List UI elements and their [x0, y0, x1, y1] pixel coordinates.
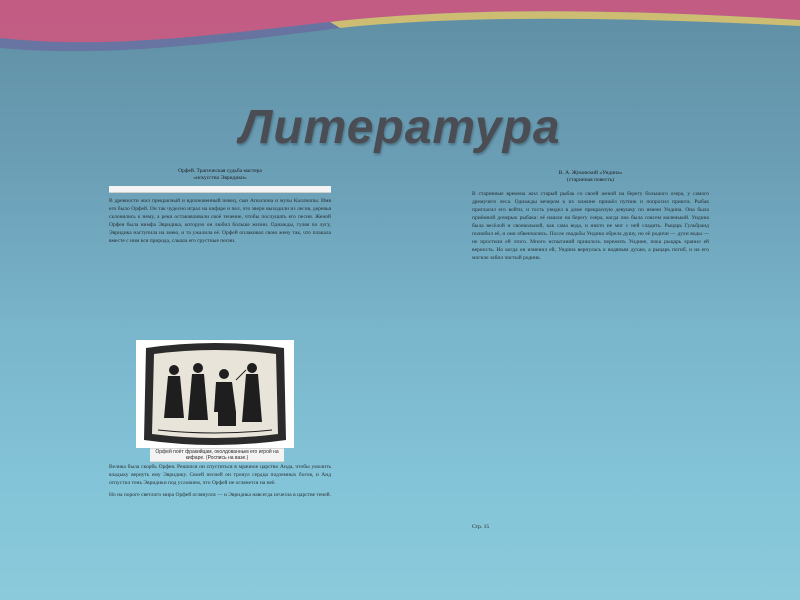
vase-painting-image: [136, 340, 294, 448]
left-heading-line1: Орфей. Трагическая судьба мастера: [178, 168, 262, 174]
left-paragraph-1: В древности жил прекрасный и вдохновенный певец, сын Аполлона и музы Каллиопы. Имя его было Орфей. Он так чудесно играл на кифаре и пел, что звери выходили из лесов, деревья склонялись к нему, а реки останавливали своё течение, чтобы послушать его песни. Женой Орфея была нимфа Эвридика, которую он любил больше жизни. Однажды, гуляя по лугу, Эвридика наступила на змею, и та ужалила её. Орфей оплакивал свою жену так, что плакала вместе с ним вся природа, слыша его грустные песни.: [109, 198, 331, 244]
left-page: [109, 168, 331, 245]
page-number: Стр. 15: [472, 524, 490, 530]
right-paragraph-1: В старинные времена жил старый рыбак со своей женой на берегу большого озера, у самого дремучего леса. Однажды вечером к их хижине пришёл путник и попросил приюта. Рыбак пригласил его войти, и гость увидел в доме прекрасную девушку по имени Ундина. Она была приёмной дочерью рыбака: её нашли на берегу озера, когда она была совсем маленькой. Ундина была весёлой и своевольной, как сама вода, и никто не мог с ней сладить. Рыцарь Гульбранд полюбил её, и они обвенчались. После свадьбы Ундина обрела душу, но её родичи — духи воды — не простили ей этого. Много испытаний пришлось пережить Ундине, пока рыцарь хранил ей верность. Но когда он изменил ей, Ундина вернулась к водяным духам, а рыцарь погиб, и на его могиле забил чистый родник.: [472, 191, 709, 261]
left-heading-line2: «искусство Эвридики»: [193, 175, 247, 181]
left-page-lower: [109, 463, 331, 499]
highlight-bar: [109, 186, 331, 193]
left-paragraph-2: Велика была скорбь Орфея. Решился он спуститься в мрачное царство Аида, чтобы умолить владыку вернуть ему Эвридику. Своей песней он тронул сердца подземных богов, и Аид отпустил тень Эвридики под условием, что Орфей не оглянется на неё.: [109, 464, 331, 486]
decorative-swoosh: [0, 0, 800, 60]
vase-illustration: [136, 340, 294, 448]
right-heading-line2: (старинная повесть): [566, 177, 615, 183]
slide-title: Литература: [239, 101, 561, 154]
left-paragraph-3: Но на пороге светлого мира Орфей оглянулся — и Эвридика навсегда исчезла в царстве теней.: [109, 492, 331, 498]
right-heading-line1: В. А. Жуковский «Ундина»: [558, 170, 623, 176]
right-page: [472, 170, 709, 262]
figure-caption: Орфей поёт фракийцам, околдованным его игрой на кифаре. (Роспись на вазе.): [150, 448, 284, 462]
